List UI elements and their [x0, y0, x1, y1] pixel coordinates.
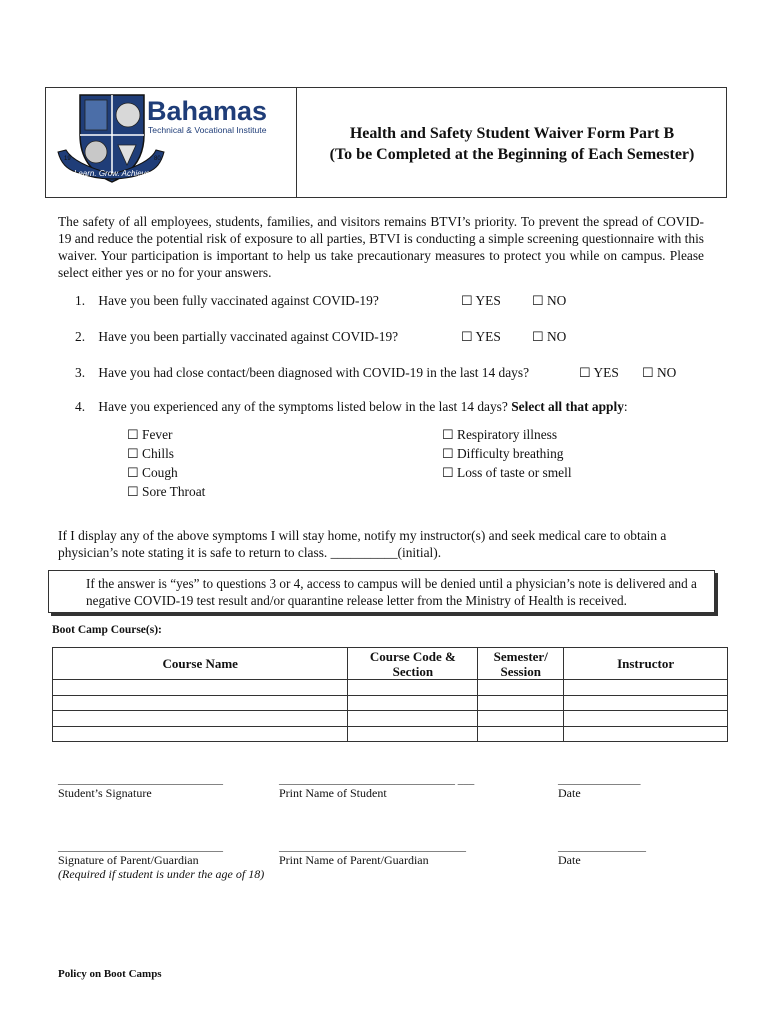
date-label-2: Date — [558, 853, 581, 867]
checkbox-icon[interactable]: ☐ — [127, 427, 139, 442]
checkbox-icon[interactable]: ☐ — [579, 365, 591, 380]
boot-camp-label: Boot Camp Course(s): — [52, 624, 162, 636]
col-semester — [478, 648, 564, 680]
checkbox-icon[interactable]: ☐ — [127, 484, 139, 499]
title-line-1: Health and Safety Student Waiver Form Part B — [349, 125, 675, 142]
symptom-label: Chills — [142, 446, 175, 461]
btvi-logo — [52, 90, 282, 190]
checkbox-icon[interactable]: ☐ — [127, 446, 139, 461]
table-row — [53, 680, 728, 696]
policy-heading: Policy on Boot Camps — [58, 968, 162, 980]
print-parent-line[interactable]: __________________________________ — [279, 841, 466, 853]
checkbox-icon[interactable]: ☐ — [532, 329, 544, 344]
col-code-line-1: Course Code & — [369, 648, 456, 664]
q2-yes-option[interactable] — [461, 329, 501, 345]
date-line-2[interactable]: ________________ — [558, 841, 646, 853]
print-student-label: Print Name of Student — [279, 786, 387, 800]
age-requirement-note: (Required if student is under the age of 18) — [58, 867, 265, 881]
table-cell[interactable] — [478, 711, 564, 727]
yes-label: YES — [475, 329, 501, 344]
symptom-label: Sore Throat — [142, 484, 206, 499]
col-course-name: Course Name — [53, 648, 348, 680]
question-1 — [75, 293, 379, 309]
date-line-1[interactable]: _______________ — [558, 774, 641, 786]
table-cell[interactable] — [478, 695, 564, 711]
table-cell[interactable] — [348, 711, 478, 727]
table-cell[interactable] — [53, 680, 348, 696]
symptom-respiratory-illness[interactable] — [442, 425, 557, 444]
table-cell[interactable] — [348, 726, 478, 742]
yes-label: YES — [593, 365, 619, 380]
symptom-label: Cough — [142, 465, 178, 480]
table-cell[interactable] — [348, 695, 478, 711]
table-row — [53, 726, 728, 742]
checkbox-icon[interactable]: ☐ — [532, 293, 544, 308]
question-suffix: : — [623, 399, 628, 414]
question-number: 2. — [75, 329, 86, 344]
table-cell[interactable] — [348, 680, 478, 696]
q3-no-option[interactable] — [642, 365, 676, 381]
notice-text: If the answer is “yes” to questions 3 or 4, access to campus will be denied until a physician’s note is delivered and a negative COVID-19 test result and/or quarantine release letter from the Ministry of Health is received. — [86, 576, 697, 608]
q3-yes-option[interactable] — [579, 365, 619, 381]
course-table — [52, 647, 728, 742]
question-text: Have you experienced any of the symptoms listed below in the last 14 days? — [98, 399, 508, 414]
col-course-code — [348, 648, 478, 680]
table-cell[interactable] — [53, 695, 348, 711]
col-semester-line-1: Semester/ — [493, 648, 548, 664]
question-4 — [75, 399, 628, 415]
parent-signature-label: Signature of Parent/Guardian — [58, 853, 199, 867]
q1-no-option[interactable] — [532, 293, 566, 309]
no-label: NO — [547, 329, 567, 344]
table-row — [53, 695, 728, 711]
form-title — [300, 123, 724, 165]
symptom-label: Fever — [142, 427, 173, 442]
col-code-line-2: Section — [392, 663, 434, 679]
question-number: 3. — [75, 365, 86, 380]
checkbox-icon[interactable]: ☐ — [442, 465, 454, 480]
print-student-line[interactable]: ________________________________ ___ — [279, 774, 475, 786]
symptom-loss-of-taste[interactable] — [442, 463, 572, 482]
date-label-1: Date — [558, 786, 581, 800]
symptom-label: Respiratory illness — [457, 427, 558, 442]
symptom-chills[interactable] — [127, 444, 174, 463]
symptom-sore-throat[interactable] — [127, 482, 205, 501]
q1-yes-option[interactable] — [461, 293, 501, 309]
col-instructor: Instructor — [564, 648, 728, 680]
table-cell[interactable] — [53, 726, 348, 742]
table-cell[interactable] — [478, 680, 564, 696]
table-cell[interactable] — [53, 711, 348, 727]
logo-motto: Learn. Grow. Achieve — [73, 169, 151, 178]
table-cell[interactable] — [564, 680, 728, 696]
logo-year-right: 80 — [154, 156, 161, 162]
question-3 — [75, 365, 529, 381]
table-cell[interactable] — [478, 726, 564, 742]
header-divider — [296, 87, 297, 198]
question-text: Have you been fully vaccinated against COVID-19? — [98, 293, 379, 308]
yes-label: YES — [475, 293, 501, 308]
table-cell[interactable] — [564, 726, 728, 742]
logo-year-left: 19 — [64, 156, 71, 162]
intro-paragraph: The safety of all employees, students, families, and visitors remains BTVI’s priority. To prevent the spread of COVID-19 and reduce the potential risk of exposure to all parties, BTVI is conducting a simple screening questionnaire with this waiver. Your participation is important to help us take precautionary measures to protect you while on campus. Please select either yes or no for your answers. — [58, 214, 704, 280]
table-cell[interactable] — [564, 695, 728, 711]
symptom-label: Difficulty breathing — [457, 446, 564, 461]
parent-signature-line[interactable]: ______________________________ — [58, 841, 223, 853]
table-cell[interactable] — [564, 711, 728, 727]
select-all-emphasis: Select all that apply — [511, 399, 624, 414]
col-semester-line-2: Session — [500, 663, 541, 679]
symptom-difficulty-breathing[interactable] — [442, 444, 564, 463]
question-text: Have you had close contact/been diagnosed with COVID-19 in the last 14 days? — [98, 365, 530, 380]
student-signature-label: Student’s Signature — [58, 786, 152, 800]
question-number: 4. — [75, 399, 86, 414]
symptom-fever[interactable] — [127, 425, 173, 444]
logo-subtitle: Technical & Vocational Institute — [148, 125, 267, 135]
title-line-2: (To be Completed at the Beginning of Each Semester) — [329, 146, 695, 163]
question-2 — [75, 329, 398, 345]
checkbox-icon[interactable]: ☐ — [461, 293, 473, 308]
symptom-label: Loss of taste or smell — [457, 465, 572, 480]
symptom-cough[interactable] — [127, 463, 178, 482]
checkbox-icon[interactable]: ☐ — [642, 365, 654, 380]
checkbox-icon[interactable]: ☐ — [127, 465, 139, 480]
table-row — [53, 711, 728, 727]
q2-no-option[interactable] — [532, 329, 566, 345]
no-label: NO — [547, 293, 567, 308]
table-header-row — [53, 648, 728, 680]
checkbox-icon[interactable]: ☐ — [461, 329, 473, 344]
question-number: 1. — [75, 293, 86, 308]
no-label: NO — [657, 365, 677, 380]
question-text: Have you been partially vaccinated against COVID-19? — [98, 329, 399, 344]
checkbox-icon[interactable]: ☐ — [442, 446, 454, 461]
stay-home-statement: If I display any of the above symptoms I will stay home, notify my instructor(s) and seek medical care to obtain a physician’s note stating it is safe to return to class. __________(initial). — [58, 528, 667, 560]
logo-name: Bahamas — [147, 96, 268, 126]
checkbox-icon[interactable]: ☐ — [442, 427, 454, 442]
print-parent-label: Print Name of Parent/Guardian — [279, 853, 429, 867]
student-signature-line[interactable]: ______________________________ — [58, 774, 223, 786]
